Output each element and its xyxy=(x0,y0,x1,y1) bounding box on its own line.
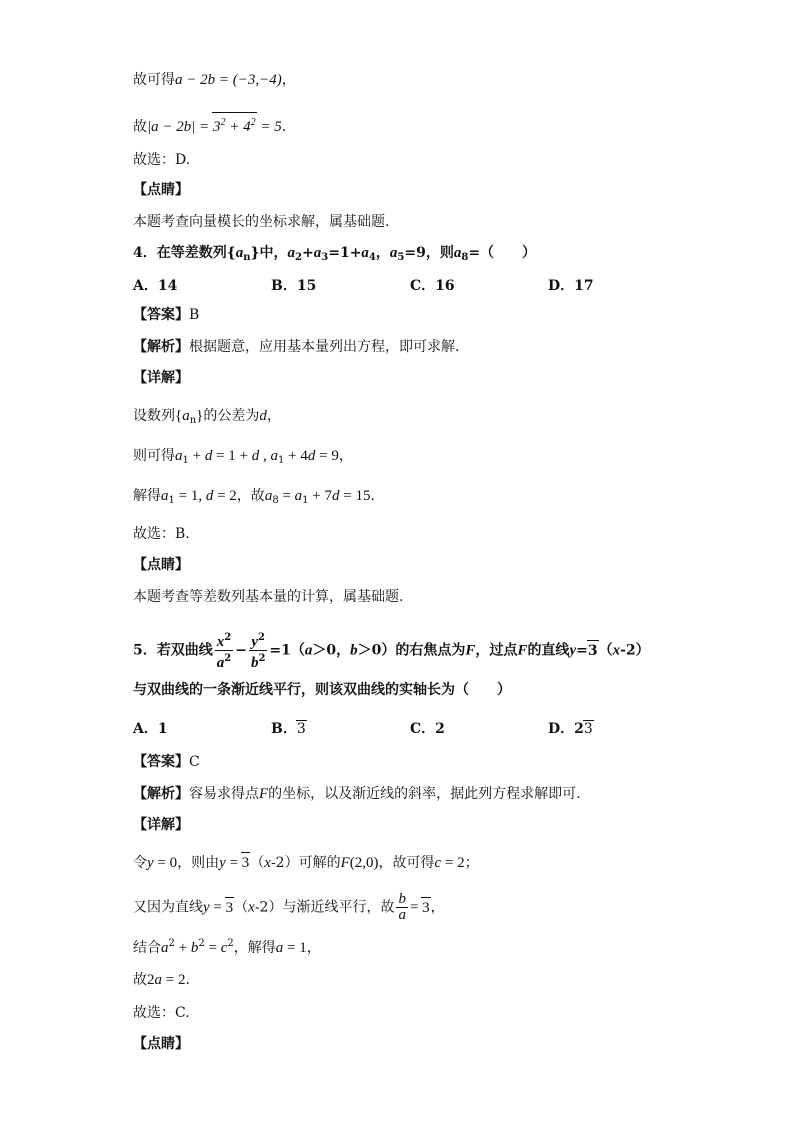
q5-answer-value: C xyxy=(189,754,200,770)
prev-dianjing-label: 【点睛】 xyxy=(133,182,189,198)
q5-analysis-label: 【解析】 xyxy=(133,786,189,802)
prev-result-magnitude xyxy=(133,112,286,137)
q5-dianjing-label: 【点睛】 xyxy=(133,1036,189,1052)
q5-option-d: D．23 xyxy=(548,721,593,737)
q4-dianjing-text: 本题考查等差数列基本量的计算，属基础题. xyxy=(133,589,404,605)
q5-detail-line-4: 故2a = 2. xyxy=(133,972,190,988)
prev-result-vector xyxy=(133,70,296,90)
q4-dianjing-label: 【点睛】 xyxy=(133,557,189,573)
q5-option-b: B．3 xyxy=(271,721,306,737)
prev-line1-prefix: 故可得 xyxy=(133,72,175,88)
q4-detail-line-3: 解得$a_1 = 1$, d = 2，故$a_8 = a_1 + 7d = 15$. xyxy=(133,488,375,506)
q4-option-a: A．14 xyxy=(133,278,178,294)
q5-stem-line1: 5．若双曲线 $\frac{x^2}{a^2}$ − $\frac{y^2}{b^2}$ =1（a＞0，b＞0）的右焦点为F，过点F的直线y=3（x-2） xyxy=(133,632,650,671)
q5-answer xyxy=(133,752,200,772)
q4-answer-label: 【答案】 xyxy=(133,307,189,323)
q5-option-a: A．1 xyxy=(133,721,168,737)
prev-line1-suffix: ， xyxy=(281,72,296,88)
q5-choice: 故选：C. xyxy=(133,1005,190,1021)
q5-answer-label: 【答案】 xyxy=(133,754,189,770)
q5-stem-line2: 与双曲线的一条渐近线平行，则该双曲线的实轴长为（ ） xyxy=(133,682,511,698)
q5-analysis: 【解析】容易求得点F的坐标，以及渐近线的斜率，据此列方程求解即可. xyxy=(133,786,581,802)
q4-stem: 4．在等差数列$\{a_n\}$中，$a_2+a_3=1+a_4$，$a_5=9$，则$a_8=$（ ） xyxy=(133,245,537,263)
q4-option-c: C．16 xyxy=(410,278,455,294)
prev-line2-prefix: 故 xyxy=(133,119,147,135)
prev-line2-suffix: . xyxy=(281,119,287,135)
q4-analysis-text: 根据题意，应用基本量列出方程，即可求解. xyxy=(189,339,460,355)
q4-option-b: B．15 xyxy=(271,278,317,294)
q4-answer xyxy=(133,305,199,325)
q4-analysis xyxy=(133,337,459,357)
q5-detail-line-1: 令y = 0，则由y = 3（x-2）可解的F(2,0)，故可得c = 2； xyxy=(133,852,479,873)
q4-option-d: D．17 xyxy=(548,278,594,294)
q4-choice: 故选：B. xyxy=(133,526,190,542)
q5-detail-label: 【详解】 xyxy=(133,817,189,833)
prev-dianjing-text: 本题考查向量模长的坐标求解，属基础题. xyxy=(133,214,390,230)
prev-choice: 故选：D. xyxy=(133,152,191,168)
q4-detail-label: 【详解】 xyxy=(133,370,189,386)
q4-analysis-label: 【解析】 xyxy=(133,339,189,355)
q4-answer-value: B xyxy=(189,307,200,323)
q5-detail-line-2: 又因为直线y = 3（x-2）与渐近线平行，故 $\frac{b}{a}$ = 3， xyxy=(133,891,445,923)
q4-detail-line-1: 设数列$\{a_n\}$的公差为d， xyxy=(133,408,281,426)
prev-line2-expr: $|a - 2b| = 3^2 + 4^2 = 5$ xyxy=(147,119,282,135)
prev-line1-expr: a − 2b = (−3,−4) xyxy=(175,72,282,88)
q4-detail-line-2: 则可得$a_1 + d = 1 + d$ , $a_1 + 4d = 9$， xyxy=(133,448,353,466)
q5-detail-line-3: 结合$a^2 + b^2 = c^2$，解得a = 1， xyxy=(133,938,321,956)
q5-option-c: C．2 xyxy=(410,721,445,737)
